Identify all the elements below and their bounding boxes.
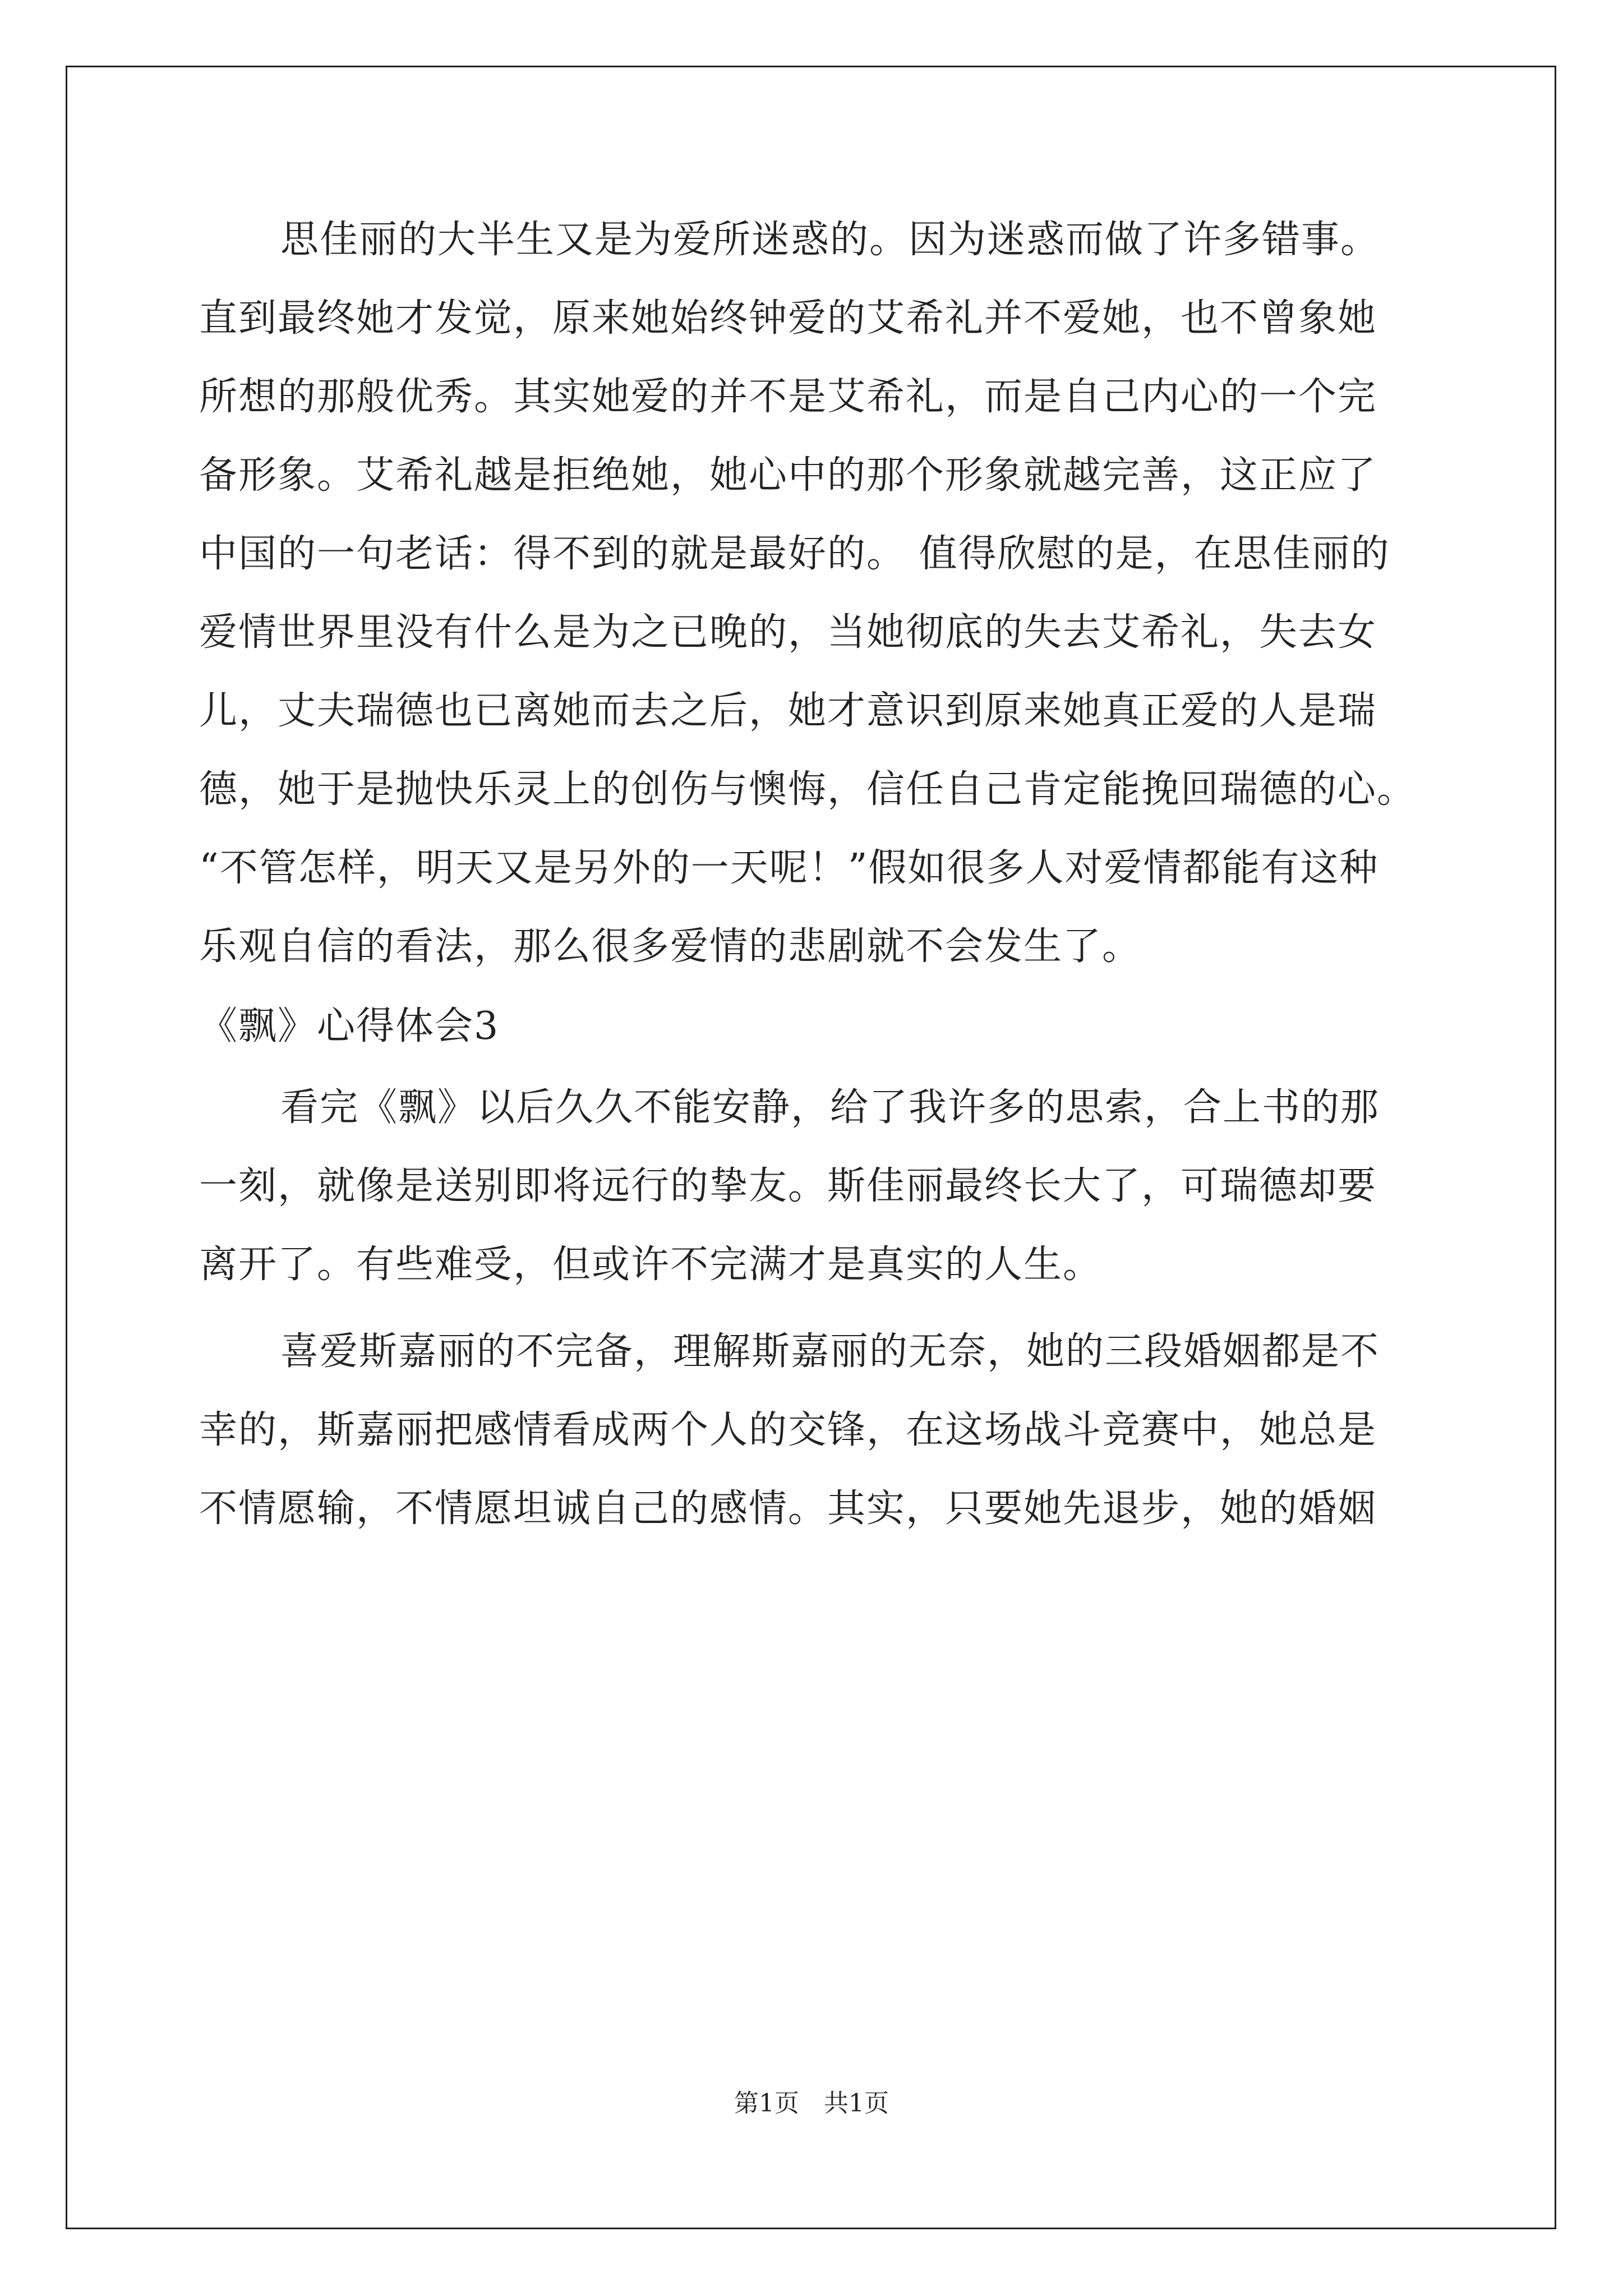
paragraph-line: 所想的那般优秀。其实她爱的并不是艾希礼，而是自己内心的一个完 bbox=[199, 375, 1377, 419]
paragraph-line: 看完《飘》以后久久不能安静，给了我许多的思索，合上书的那 bbox=[280, 1085, 1380, 1130]
paragraph-line: 幸的，斯嘉丽把感情看成两个人的交锋，在这场战斗竞赛中，她总是 bbox=[199, 1408, 1377, 1452]
section-heading: 《飘》心得体会3 bbox=[199, 1004, 500, 1048]
paragraph-line: 备形象。艾希礼越是拒绝她，她心中的那个形象就越完善，这正应了 bbox=[199, 453, 1377, 498]
page-footer: 第1页 共1页 bbox=[734, 2089, 889, 2118]
paragraph-line: 不情愿输，不情愿坦诚自己的感情。其实，只要她先退步，她的婚姻 bbox=[199, 1487, 1377, 1531]
paragraph-line: “不管怎样，明天又是另外的一天呢！”假如很多人对爱情都能有这种 bbox=[199, 846, 1379, 890]
paragraph-line: 离开了。有些难受，但或许不完满才是真实的人生。 bbox=[199, 1243, 1103, 1287]
paragraph-line: 德，她于是抛快乐灵上的创伤与懊悔，信任自己肯定能挽回瑞德的心。 bbox=[199, 767, 1417, 812]
paragraph-line: 喜爱斯嘉丽的不完备，理解斯嘉丽的无奈，她的三段婚姻都是不 bbox=[280, 1329, 1380, 1374]
paragraph-line: 儿，丈夫瑞德也已离她而去之后，她才意识到原来她真正爱的人是瑞 bbox=[199, 689, 1377, 733]
paragraph-line: 中国的一句老话：得不到的就是最好的。 值得欣慰的是，在思佳丽的 bbox=[199, 532, 1390, 576]
paragraph-line: 乐观自信的看法，那么很多爱情的悲剧就不会发生了。 bbox=[199, 924, 1142, 969]
paragraph-line: 思佳丽的大半生又是为爱所迷惑的。因为迷惑而做了许多错事。 bbox=[280, 218, 1380, 262]
paragraph-line: 爱情世界里没有什么是为之已晚的，当她彻底的失去艾希礼，失去女 bbox=[199, 610, 1377, 655]
paragraph-line: 一刻，就像是送别即将远行的挚友。斯佳丽最终长大了，可瑞德却要 bbox=[199, 1164, 1377, 1208]
paragraph-line: 直到最终她才发觉，原来她始终钟爱的艾希礼并不爱她，也不曾象她 bbox=[199, 296, 1377, 341]
